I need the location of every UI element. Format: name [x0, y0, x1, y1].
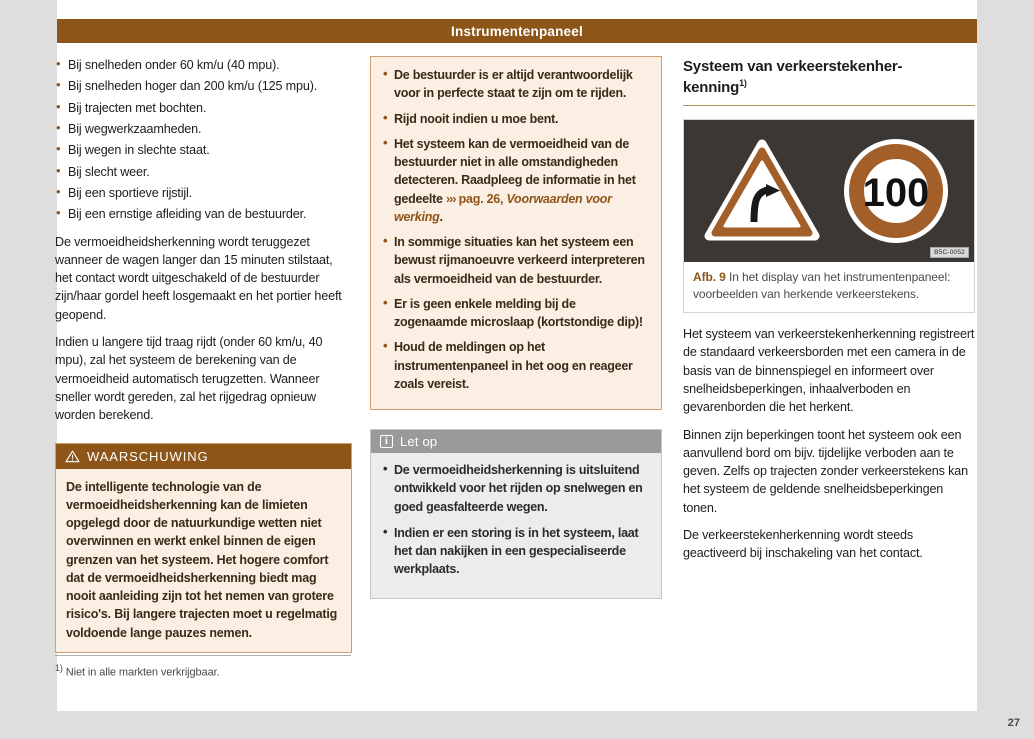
note-bullet-item: • De vermoeidheidsherkenning is uitsluitend ontwikkeld voor het rijden op snelwegen en goed geasfalteerde wegen.	[382, 461, 650, 516]
condition-bullet-item: • Bij wegen in slechte staat.	[55, 141, 352, 159]
warning-bullet-item: • De bestuurder is er altijd verantwoordelijk voor in perfecte staat te zijn om te rijden.	[382, 66, 650, 103]
warning-bullet-item: • Er is geen enkele melding bij de zogenaamde microslaap (kortstondige dip)!	[382, 295, 650, 332]
right-paragraph-3: De verkeerstekenherkenning wordt steeds geactiveerd bij inschakeling van het contact.	[683, 528, 923, 561]
condition-bullet-item: • Bij een ernstige afleiding van de bestuurder.	[55, 205, 352, 223]
section-title-text: Systeem van verkeerstekenher- kenning	[683, 58, 903, 97]
middle-column	[370, 56, 662, 599]
right-paragraph-2: Binnen zijn beperkingen toont het systeem ook een aanvullend bord om bijv. tijdelijke verboden aan te geven. Zelfs op trajecten zonder verkeerstekens kan het systeem de geldende snelheidsbeperkingen tonen.	[683, 427, 968, 515]
warning-box-title: WAARSCHUWING	[87, 448, 209, 464]
footnote-marker: 1)	[55, 663, 63, 673]
section-title-rule	[683, 105, 975, 106]
right-column	[683, 56, 975, 572]
cross-reference-link[interactable]: ››› pag. 26, Voorwaarden voor werking	[394, 191, 612, 224]
condition-bullet-item: • Bij snelheden onder 60 km/u (40 mpu).	[55, 56, 352, 74]
condition-bullet-list	[55, 56, 352, 224]
left-paragraph-2: Indien u langere tijd traag rijdt (onder 60 km/u, 40 mpu), zal het systeem de berekening van de vermoeidheid automatisch terugzetten. Wanneer sneller wordt gereden, zal het rijgedrag opnieuw worden berekend.	[55, 335, 323, 423]
warning-bullet-item: • Rijd nooit indien u moe bent.	[382, 110, 650, 128]
page-header-bar	[57, 19, 977, 43]
left-column	[55, 56, 352, 653]
condition-bullet-item: • Bij wegwerkzaamheden.	[55, 120, 352, 138]
note-box-title: Let op	[400, 434, 438, 449]
warning-bullets-box	[370, 56, 662, 410]
condition-bullet-item: • Bij slecht weer.	[55, 163, 352, 181]
section-title	[683, 56, 975, 99]
condition-bullet-item: • Bij snelheden hoger dan 200 km/u (125 mpu).	[55, 77, 352, 95]
speed-limit-sign	[844, 139, 948, 243]
figure-caption-text: In het display van het instrumentenpaneel: voorbeelden van herkende verkeerstekens.	[693, 269, 951, 301]
note-bullet-list	[382, 461, 650, 579]
info-icon: i	[380, 435, 393, 448]
warning-box	[55, 443, 352, 653]
footnote-rule	[55, 655, 351, 656]
note-box	[370, 429, 662, 599]
figure-code: B5C-0052	[930, 247, 969, 258]
section-title-footnote-marker: 1)	[739, 78, 747, 89]
footnote	[55, 663, 220, 679]
cross-reference-arrows-icon: ›››	[445, 191, 456, 206]
figure-caption	[684, 262, 974, 312]
warning-bullet-item: • Het systeem kan de vermoeidheid van de bestuurder niet in alle omstandigheden detecteren. Raadpleeg de informatie in het gedeelte ››› pag. 26, Voorwaarden voor werking.	[382, 135, 650, 226]
warning-bullet-list	[382, 66, 650, 393]
page-header-title: Instrumentenpaneel	[451, 23, 583, 39]
warning-box-text: De intelligente technologie van de vermoeidheidsherkenning kan de limieten opgelegd door de natuurkundige wetten niet overwinnen en werkt enkel binnen de eigen grenzen van het systeem. Het hogere comfort dat de vermoeidheidsherkenning biedt mag nooit aanleiding zijn tot het nemen van grotere risico's. Bij langere trajecten moet u regelmatig voldoende lange pauzes nemen.	[66, 479, 338, 640]
figure-image	[684, 120, 974, 262]
condition-bullet-item: • Bij trajecten met bochten.	[55, 99, 352, 117]
figure-caption-label: Afb. 9	[693, 269, 726, 284]
curve-warning-sign	[709, 144, 815, 236]
warning-box-header	[56, 444, 351, 469]
right-paragraph-1: Het systeem van verkeerstekenherkenning registreert de standaard verkeersborden met een camera in de basis van de binnenspiegel en informeert over snelheidsbeperkingen, inhaalverboden en gevarenborden die het herkent.	[683, 326, 975, 415]
footnote-text: Niet in alle markten verkrijgbaar.	[65, 666, 220, 679]
note-box-body	[371, 453, 661, 598]
warning-triangle-icon	[65, 450, 80, 463]
left-paragraph-1: De vermoeidheidsherkenning wordt teruggezet wanneer de wagen langer dan 15 minuten stilstaat, het contact wordt uitgeschakeld of de bestuurder zijn/haar gordel heeft losgemaakt en het portier heeft geopend.	[55, 234, 342, 322]
page-number: 27	[1007, 717, 1020, 729]
condition-bullet-item: • Bij een sportieve rijstijl.	[55, 184, 352, 202]
cross-reference-title: Voorwaarden voor werking	[394, 191, 612, 224]
note-box-header	[371, 430, 661, 453]
figure	[683, 119, 975, 313]
warning-bullet-item: • In sommige situaties kan het systeem een bewust rijmanoeuvre verkeerd interpreteren als vermoeidheid van de bestuurder.	[382, 233, 650, 288]
speed-limit-value: 100	[862, 170, 930, 215]
warning-bullet-item: • Houd de meldingen op het instrumentenpaneel in het oog en reageer zoals vereist.	[382, 338, 650, 393]
note-bullet-item: • Indien er een storing is in het systeem, laat het dan nakijken in een gespecialiseerde werkplaats.	[382, 524, 650, 579]
